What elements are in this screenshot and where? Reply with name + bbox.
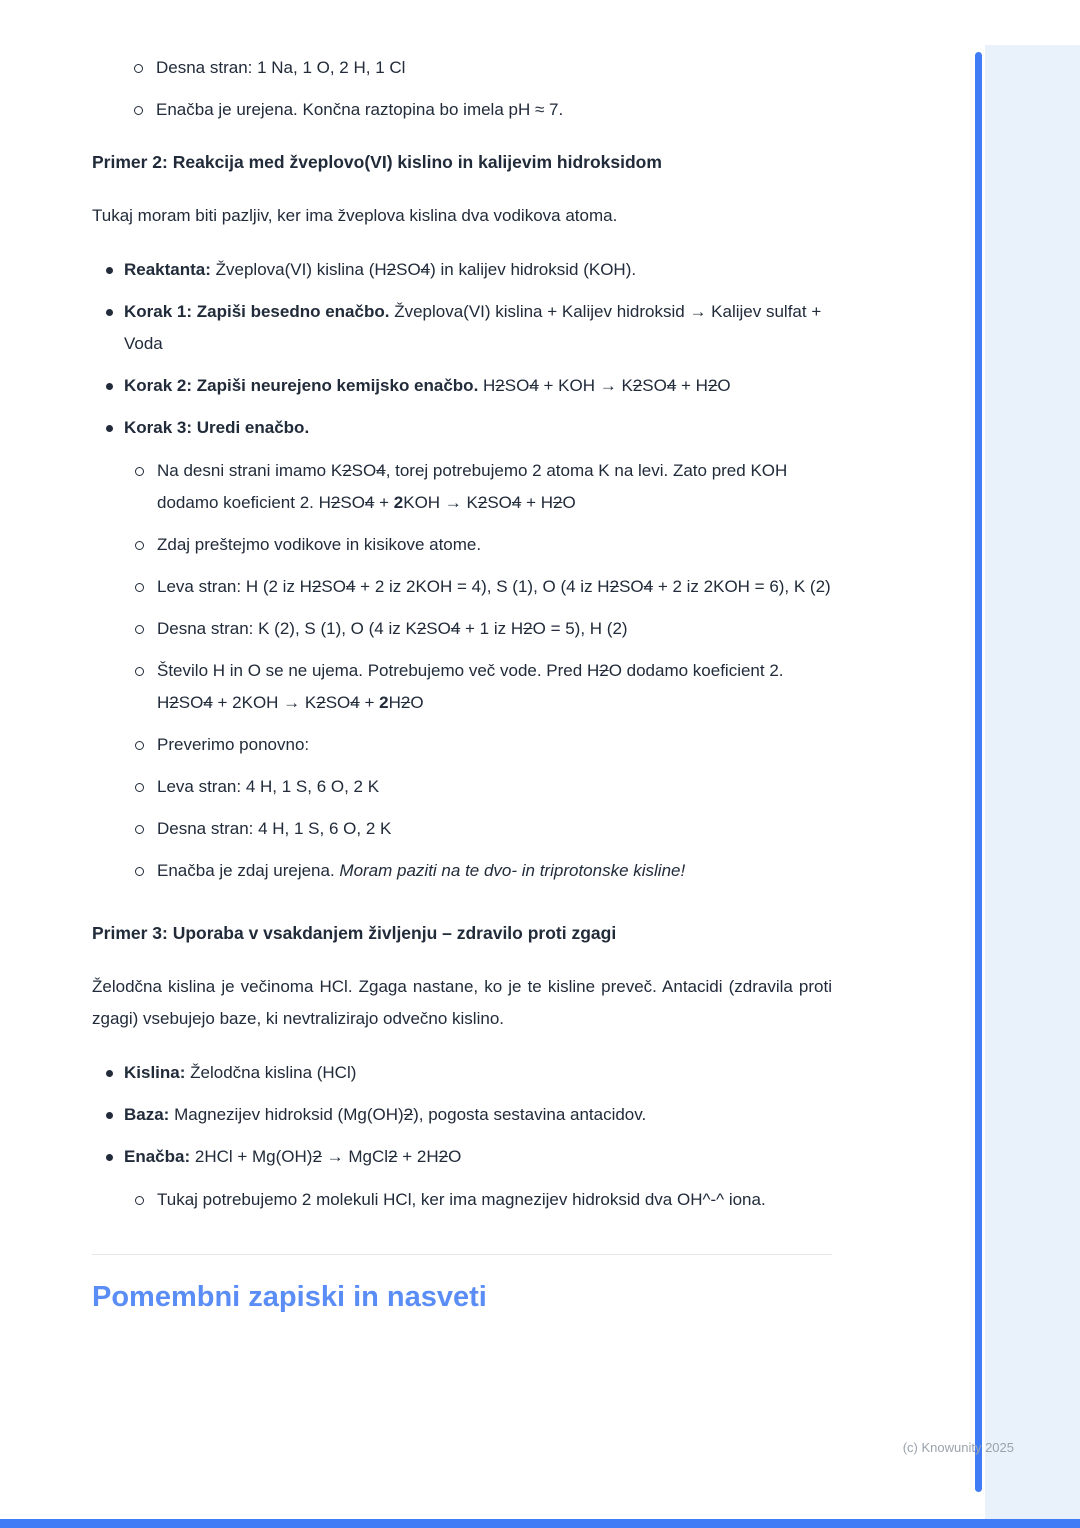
list-item-body [157,613,832,645]
list-item [104,412,832,897]
list-item-text: Preverimo ponovno: [157,735,310,754]
copyright-text: (c) Knowunity 2025 [902,1440,1014,1455]
bold-segment: Korak 2: Zapiši neurejeno kemijsko enačbo. [124,376,484,395]
strike-segment: 2 [609,577,620,596]
bold-segment: Kislina: [124,1063,191,1082]
bold-segment: Korak 1: Zapiši besedno enačbo. [124,302,395,321]
list-item-text: Leva stran: 4 H, 1 S, 6 O, 2 K [157,777,380,796]
document-content [92,52,832,1315]
list-item-text [124,412,832,444]
strike-segment: 4 [376,461,386,480]
strike-segment: 2 [330,493,341,512]
strike-segment: 4 [511,493,522,512]
strike-segment: 4 [643,577,654,596]
list-item [124,1184,832,1216]
strike-segment: 4 [420,260,431,279]
bold-segment: Baza: [124,1105,175,1124]
list-item-text: Desna stran: 1 Na, 1 O, 2 H, 1 Cl [156,58,406,77]
list-item-text: Tukaj potrebujemo 2 molekuli HCl, ker ima magnezijev hidroksid dva OH^-^ iona. [157,1190,766,1209]
sub-bullet-list [123,52,832,126]
list-item-body [124,254,832,286]
list-item-body [157,529,832,561]
list-item [104,254,832,286]
list-item-text: Reaktanta: Žveplova(VI) kislina (H2SO4) in kalijev hidroksid (KOH). [124,260,637,279]
list-item-body [124,296,832,360]
list-item [124,729,832,761]
circle-marker-icon [135,613,157,645]
list-item-text: Na desni strani imamo K2SO4, torej potrebujemo 2 atoma K na levi. Zato pred KOH dodamo koeficient 2. H2SO4 + 2KOH → K2SO4 + H2O [157,461,788,512]
list-item-text: Baza: Magnezijev hidroksid (Mg(OH)2), pogosta sestavina antacidov. [124,1105,647,1124]
strike-segment: 2 [311,577,322,596]
list-item [124,529,832,561]
bullet-marker-icon [104,296,124,328]
scrollbar-thumb[interactable] [975,52,982,1492]
list-item-body [124,1057,832,1089]
list-item-text: Enačba: 2HCl + Mg(OH)2 → MgCl2 + 2H2O [124,1147,462,1166]
strike-segment: 2 [495,376,505,395]
list-item [104,296,832,360]
list-item-text: Korak 1: Zapiši besedno enačbo. Žveplova(VI) kislina + Kalijev hidroksid → Kalijev sulfat + Voda [124,302,822,353]
bullet-marker-icon [104,370,124,402]
bullet-marker-icon [104,1099,124,1131]
bold-segment: Korak 3: Uredi enačbo. [124,418,310,437]
list-item [124,455,832,519]
circle-marker-icon [135,771,157,803]
list-item [104,370,832,402]
list-item-body [156,52,832,84]
list-item [104,1099,832,1131]
circle-marker-icon [135,855,157,887]
list-item-body [157,729,832,761]
list-item [123,52,832,84]
italic-segment: Moram paziti na te dvo- in triprotonske kisline! [339,861,686,880]
bullet-marker-icon [104,254,124,286]
sub-bullet-list [124,455,832,887]
strike-segment: 4 [203,693,213,712]
bullet-list [92,1057,832,1226]
strike-segment: 2 [169,693,179,712]
strike-segment: 2 [386,260,397,279]
page-progress-bar [0,1519,1080,1528]
list-item [124,571,832,603]
bold-segment: Reaktanta: [124,260,216,279]
strike-segment: 2 [312,1147,322,1166]
list-item-body [124,1141,832,1226]
list-item-text: Leva stran: H (2 iz H2SO4 + 2 iz 2KOH = 4), S (1), O (4 iz H2SO4 + 2 iz 2KOH = 6), K (2) [157,577,831,596]
paragraph: Želodčna kislina je večinoma HCl. Zgaga nastane, ko je te kisline preveč. Antacidi (zdravila proti zgagi) vsebujejo baze, ki nevtralizirajo odvečno kislino. [92,977,832,1028]
bullet-marker-icon [104,1141,124,1173]
list-item-body [157,455,832,519]
strike-segment: 2 [438,1147,449,1166]
circle-marker-icon [135,813,157,845]
list-item-text: Korak 2: Zapiši neurejeno kemijsko enačbo. H2SO4 + KOH → K2SO4 + H2O [124,376,731,395]
strike-segment: 4 [529,376,539,395]
circle-marker-icon [135,571,157,603]
circle-marker-icon [135,529,157,561]
strike-segment: 2 [342,461,352,480]
list-item-body [157,571,832,603]
bullet-marker-icon [104,1057,124,1089]
side-panel [985,45,1080,1528]
sub-bullet-list [124,1184,832,1216]
list-item-body [157,771,832,803]
strike-segment: 4 [350,693,360,712]
strike-segment: 2 [400,693,411,712]
list-item-text: Zdaj preštejmo vodikove in kisikove atome. [157,535,482,554]
list-item-body [157,813,832,845]
bold-segment: Enačba: [124,1147,195,1166]
strike-segment: 2 [416,619,427,638]
list-item-text: Desna stran: K (2), S (1), O (4 iz K2SO4 + 1 iz H2O = 5), H (2) [157,619,628,638]
strike-segment: 2 [316,693,326,712]
list-item-body [157,655,832,719]
strike-segment: 2 [523,619,533,638]
bold-segment: 2 [393,493,404,512]
paragraph: Tukaj moram biti pazljiv, ker ima žveplova kislina dva vodikova atoma. [92,206,618,225]
strike-segment: 4 [345,577,356,596]
section-heading: Primer 3: Uporaba v vsakdanjem življenju – zdravilo proti zgagi [92,923,617,943]
notes-section-heading: Pomembni zapiski in nasveti [92,1281,487,1313]
circle-marker-icon [135,455,157,487]
strike-segment: 2 [477,493,488,512]
strike-segment: 2 [632,376,643,395]
bullet-list [92,254,832,897]
strike-segment: 4 [450,619,461,638]
strike-segment: 2 [388,1147,398,1166]
strike-segment: 2 [599,661,609,680]
bullet-marker-icon [104,412,124,444]
circle-marker-icon [135,1184,157,1216]
circle-marker-icon [134,52,156,84]
list-item-text: Kislina: Želodčna kislina (HCl) [124,1063,357,1082]
list-item-body [124,370,832,402]
strike-segment: 4 [364,493,375,512]
list-item-body [156,94,832,126]
list-item [104,1057,832,1089]
list-item [124,771,832,803]
list-item [124,655,832,719]
strike-segment: 2 [553,493,563,512]
strike-segment: 2 [403,1105,414,1124]
list-item-text: Enačba je urejena. Končna raztopina bo imela pH ≈ 7. [156,100,564,119]
section-divider [92,1254,832,1255]
circle-marker-icon [135,729,157,761]
list-item-text: Enačba je zdaj urejena. Moram paziti na te dvo- in triprotonske kisline! [157,861,686,880]
strike-segment: 4 [666,376,677,395]
list-item [123,94,832,126]
list-item [104,1141,832,1226]
list-item-body [124,1099,832,1131]
list-item-body [157,1184,832,1216]
list-item-body [124,412,832,897]
bold-segment: 2 [379,693,389,712]
circle-marker-icon [134,94,156,126]
list-item-body [157,855,832,887]
list-item-text: Število H in O se ne ujema. Potrebujemo več vode. Pred H2O dodamo koeficient 2. H2SO4 + 2KOH → K2SO4 + 2H2O [157,661,784,712]
list-item [124,813,832,845]
circle-marker-icon [135,655,157,687]
section-heading: Primer 2: Reakcija med žveplovo(VI) kislino in kalijevim hidroksidom [92,152,662,172]
list-item [124,855,832,887]
strike-segment: 2 [707,376,718,395]
list-item [124,613,832,645]
list-item-text: Desna stran: 4 H, 1 S, 6 O, 2 K [157,819,392,838]
